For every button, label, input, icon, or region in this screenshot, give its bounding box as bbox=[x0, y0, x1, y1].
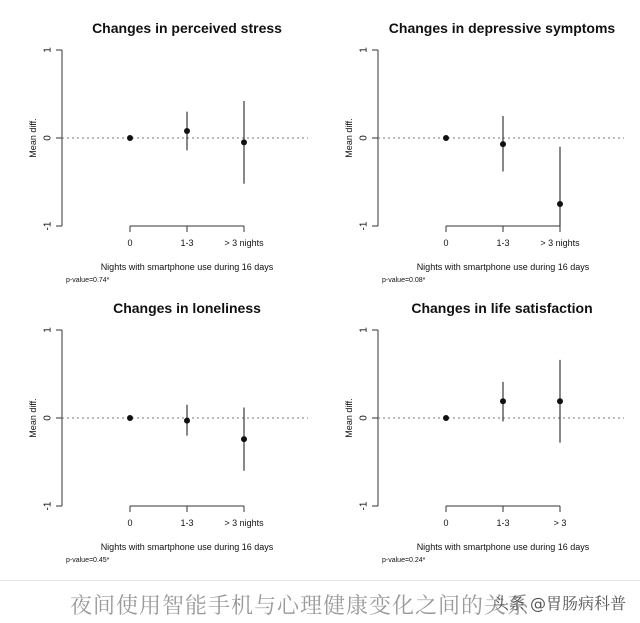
panel2-x-tick-label: > 3 nights bbox=[540, 238, 580, 248]
panel3-data-point bbox=[184, 418, 190, 424]
panel2-y-tick-label: -1 bbox=[358, 221, 370, 231]
panel1-x-tick-label: 0 bbox=[127, 238, 133, 248]
watermark: 头条 @胃肠病科普 bbox=[492, 594, 626, 613]
panel3-data-point bbox=[241, 436, 247, 442]
panel4-data-point bbox=[557, 398, 563, 404]
panel3-x-axis-label: Nights with smartphone use during 16 days bbox=[100, 542, 274, 552]
panel4-y-tick-label: -1 bbox=[358, 501, 370, 511]
caption-bar bbox=[0, 580, 640, 623]
panel4-x-axis-label: Nights with smartphone use during 16 days bbox=[416, 542, 590, 552]
panel1-title: Changes in perceived stress bbox=[92, 20, 282, 36]
panel1-y-tick-label: -1 bbox=[42, 221, 54, 231]
panel3-y-tick-label: 0 bbox=[42, 415, 54, 421]
panel4-p-value: p-value=0.24* bbox=[382, 557, 426, 564]
panel2-x-tick-label: 0 bbox=[443, 238, 449, 248]
panel1-p-value: p-value=0.74* bbox=[66, 277, 110, 284]
panel4-title: Changes in life satisfaction bbox=[411, 300, 593, 316]
panel2-data-point bbox=[443, 135, 449, 141]
panel2-y-tick-label: 1 bbox=[358, 47, 370, 53]
panel2-x-tick-label: 1-3 bbox=[496, 238, 510, 248]
panel4-x-tick-label: 1-3 bbox=[496, 518, 510, 528]
panel3-y-tick-label: -1 bbox=[42, 501, 54, 511]
panel1-data-point bbox=[241, 139, 247, 145]
panel1-y-tick-label: 0 bbox=[42, 135, 54, 141]
panel4-x-tick-label: 0 bbox=[443, 518, 449, 528]
panel1-x-axis-label: Nights with smartphone use during 16 days bbox=[100, 262, 274, 272]
panel2-y-tick-label: 0 bbox=[358, 135, 370, 141]
panel3-y-axis-label: Mean diff. bbox=[28, 398, 38, 438]
panel1-y-axis-label: Mean diff. bbox=[28, 118, 38, 158]
panel3-x-tick-label: > 3 nights bbox=[224, 518, 264, 528]
panel4-y-tick-label: 1 bbox=[358, 327, 370, 333]
panel4-y-tick-label: 0 bbox=[358, 415, 370, 421]
panel3-x-tick-label: 1-3 bbox=[180, 518, 194, 528]
figure-caption: 夜间使用智能手机与心理健康变化之间的关系 bbox=[70, 594, 531, 619]
panel4-y-axis-label: Mean diff. bbox=[344, 398, 354, 438]
panel4-data-point bbox=[443, 415, 449, 421]
panel3-data-point bbox=[127, 415, 133, 421]
panel3-x-tick-label: 0 bbox=[127, 518, 133, 528]
panel1-x-tick-label: > 3 nights bbox=[224, 238, 264, 248]
panel2-x-axis-label: Nights with smartphone use during 16 days bbox=[416, 262, 590, 272]
panel3-title: Changes in loneliness bbox=[113, 300, 261, 316]
panel2-p-value: p-value=0.08* bbox=[382, 277, 426, 284]
panel2-y-axis-label: Mean diff. bbox=[344, 118, 354, 158]
panel1-x-tick-label: 1-3 bbox=[180, 238, 194, 248]
panel2-data-point bbox=[500, 141, 506, 147]
panel3-y-tick-label: 1 bbox=[42, 327, 54, 333]
panel4-x-tick-label: > 3 bbox=[553, 518, 567, 528]
panel1-data-point bbox=[184, 128, 190, 134]
panel4-data-point bbox=[500, 398, 506, 404]
panel1-data-point bbox=[127, 135, 133, 141]
panel3-p-value: p-value=0.45* bbox=[66, 557, 110, 564]
panel2-data-point bbox=[557, 201, 563, 207]
panel2-title: Changes in depressive symptoms bbox=[388, 20, 616, 36]
panel1-y-tick-label: 1 bbox=[42, 47, 54, 53]
